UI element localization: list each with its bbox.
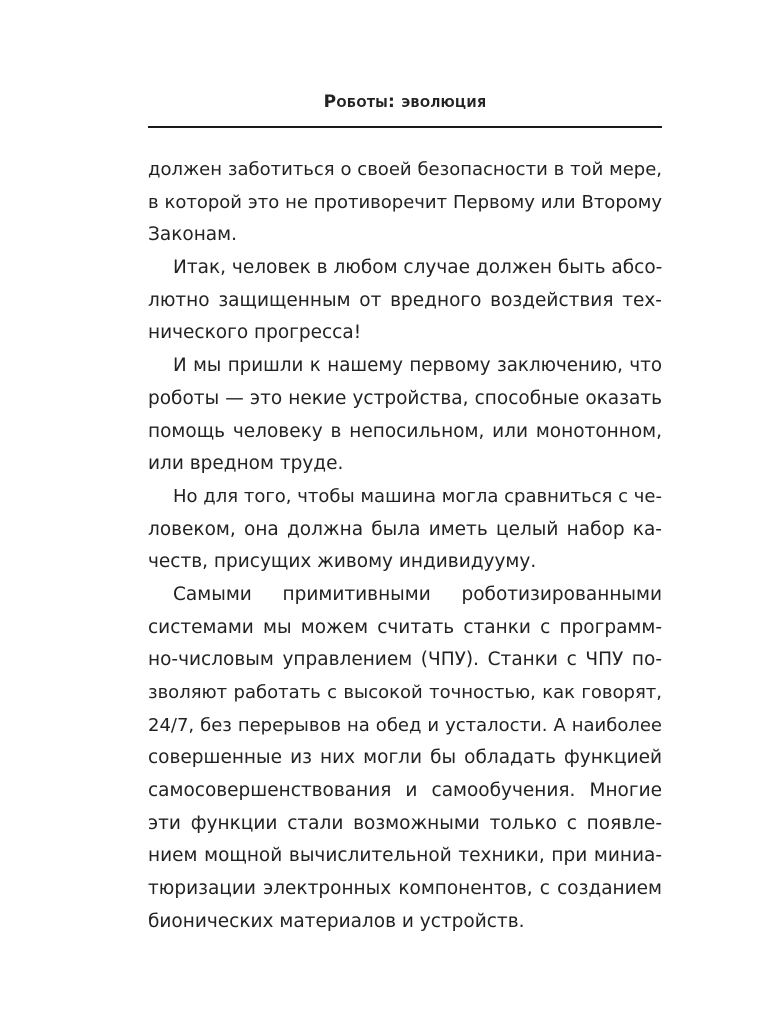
text-line: Самыми примитивными роботизированными	[173, 583, 662, 605]
text-line: самосовершенствования и самообучения. Многие	[148, 780, 662, 802]
text-line: ловеком, она должна была иметь целый набор ка-	[148, 518, 662, 540]
text-line: Итак, человек в любом случае должен быть абсо-	[173, 257, 662, 279]
text-line: честв, присущих живому индивидууму.	[148, 551, 537, 573]
text-line: тюризации электронных компонентов, с созданием	[148, 878, 662, 900]
text-line: в которой это не противоречит Первому или Второму	[148, 191, 662, 213]
text-line: совершенные из них могли бы обладать функцией	[148, 747, 662, 769]
body-text	[148, 154, 662, 939]
text-line: или вредном труде.	[148, 453, 344, 475]
text-line: роботы — это некие устройства, способные оказать	[148, 387, 662, 409]
text-line: системами мы можем считать станки с программ-	[148, 616, 662, 638]
header-rule	[148, 126, 662, 128]
text-line: но-числовым управлением (ЧПУ). Станки с ЧПУ по-	[148, 649, 662, 671]
text-line: Но для того, чтобы машина могла сравниться с че-	[173, 485, 662, 507]
text-line: Законам.	[148, 224, 237, 246]
text-line: бионических материалов и устройств.	[148, 910, 525, 932]
text-line: лютно защищенным от вредного воздействия тех-	[148, 289, 662, 311]
text-line: эти функции стали возможными только с появле-	[148, 812, 662, 834]
text-line: должен заботиться о своей безопасности в той мере,	[148, 159, 662, 180]
text-line: помощь человеку в непосильном, или монотонном,	[148, 420, 662, 442]
text-line: нием мощной вычислительной техники, при миниа-	[148, 845, 662, 867]
text-line: И мы пришли к нашему первому заключению, что	[173, 355, 662, 377]
running-head-title: Роботы: эволюция	[323, 92, 487, 112]
text-line: зволяют работать с высокой точностью, как говорят,	[148, 682, 662, 703]
text-line: нического прогресса!	[148, 322, 362, 344]
text-line: 24/7, без перерывов на обед и усталости. А наиболее	[148, 714, 662, 736]
